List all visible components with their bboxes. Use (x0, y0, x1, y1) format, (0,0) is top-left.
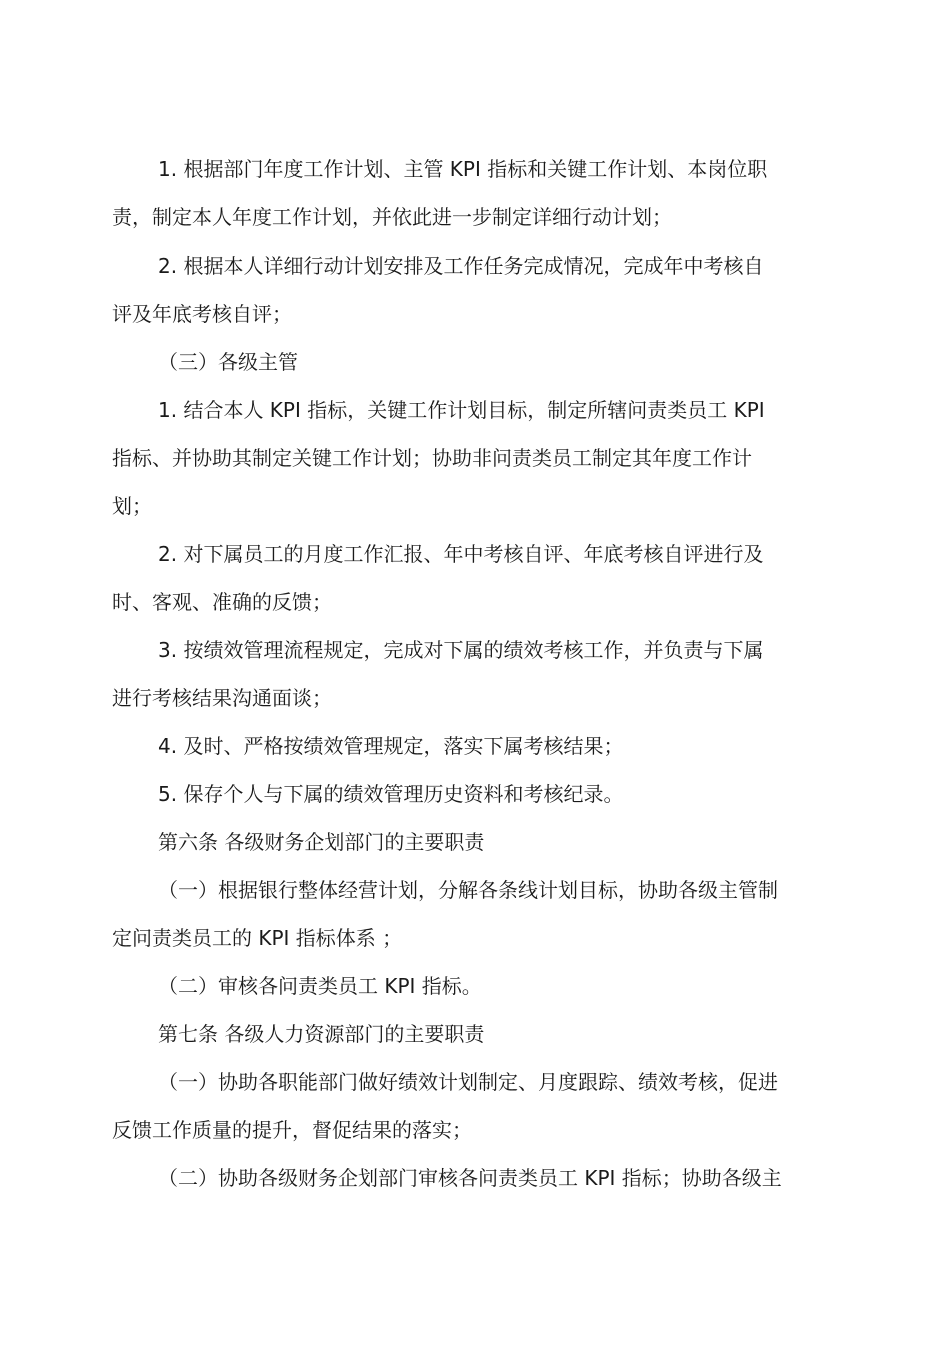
text-line: （一）根据银行整体经营计划，分解各条线计划目标，协助各级主管制 (158, 878, 778, 902)
text-line: 进行考核结果沟通面谈； (112, 686, 332, 710)
text-line: （二）协助各级财务企划部门审核各问责类员工 KPI 指标；协助各级主 (158, 1166, 782, 1190)
text-line: 划； (112, 494, 152, 518)
text-line: 4. 及时、严格按绩效管理规定，落实下属考核结果； (158, 734, 624, 758)
article-heading: 第六条 各级财务企划部门的主要职责 (158, 830, 485, 854)
text-line: 5. 保存个人与下属的绩效管理历史资料和考核纪录。 (158, 782, 624, 806)
text-line: 责，制定本人年度工作计划，并依此进一步制定详细行动计划； (112, 205, 672, 229)
text-line: 1. 结合本人 KPI 指标，关键工作计划目标，制定所辖问责类员工 KPI (158, 398, 765, 422)
text-line: 1. 根据部门年度工作计划、主管 KPI 指标和关键工作计划、本岗位职 (158, 157, 768, 181)
text-line: 时、客观、准确的反馈； (112, 590, 332, 614)
article-heading: 第七条 各级人力资源部门的主要职责 (158, 1022, 485, 1046)
text-line: 2. 对下属员工的月度工作汇报、年中考核自评、年底考核自评进行及 (158, 542, 764, 566)
text-line: 3. 按绩效管理流程规定，完成对下属的绩效考核工作，并负责与下属 (158, 638, 764, 662)
text-line: 定问责类员工的 KPI 指标体系 ； (112, 926, 403, 950)
section-heading: （三）各级主管 (158, 350, 298, 374)
text-line: 指标、并协助其制定关键工作计划；协助非问责类员工制定其年度工作计 (112, 446, 752, 470)
text-line: （一）协助各职能部门做好绩效计划制定、月度跟踪、绩效考核，促进 (158, 1070, 778, 1094)
text-line: （二）审核各问责类员工 KPI 指标。 (158, 974, 482, 998)
text-line: 反馈工作质量的提升，督促结果的落实； (112, 1118, 472, 1142)
text-line: 评及年底考核自评； (112, 302, 292, 326)
text-line: 2. 根据本人详细行动计划安排及工作任务完成情况，完成年中考核自 (158, 254, 764, 278)
